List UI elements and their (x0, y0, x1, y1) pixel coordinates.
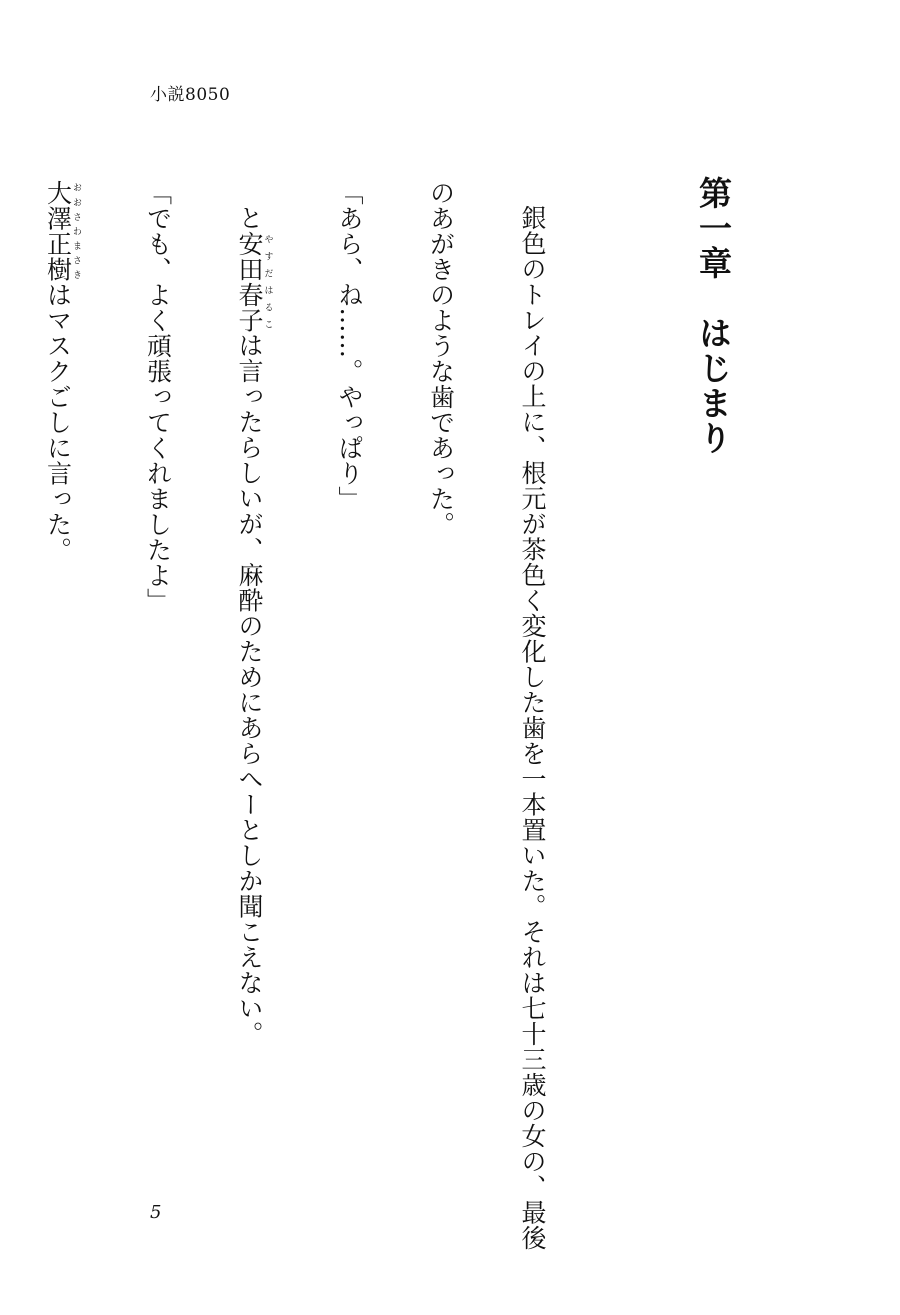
ruby-reading: やすだ (262, 230, 273, 282)
running-head: 小説8050 (150, 85, 231, 105)
paragraph-line: 銀色のトレイの上に、根元が茶色く変化した歯を一本置いた。それは七十三歳の女の、最後 (518, 205, 547, 1251)
ruby-base: 大澤正樹 (43, 180, 73, 282)
chapter-title: 第一章 はじまり (694, 176, 733, 456)
ruby-reading: はるこ (262, 281, 273, 333)
text-segment: はマスクごしに言った。 (43, 282, 73, 563)
page-number: 5 (150, 1202, 162, 1223)
ruby-base: 安田 (235, 230, 264, 282)
text-segment: は言ったらしいが、麻酔のためにあらへーとしか聞こえない。 (235, 332, 264, 1047)
paragraph-line (234, 180, 273, 1180)
ruby-reading: おおさわまさき (71, 180, 81, 282)
paragraph-line (42, 180, 81, 1180)
body-text (0, 180, 608, 1251)
text-segment: と (235, 205, 264, 231)
dialogue-line: 「あら、ね……。やっぱり」 (335, 180, 364, 512)
paragraph-line: のあがきのような歯であった。 (426, 180, 456, 537)
dialogue-line: 「でも、よく頑張ってくれましたよ」 (143, 180, 173, 614)
ruby-base: 春子 (235, 281, 264, 333)
ruby-name (235, 281, 273, 333)
ruby-name (235, 230, 273, 282)
ruby-name (43, 180, 81, 282)
